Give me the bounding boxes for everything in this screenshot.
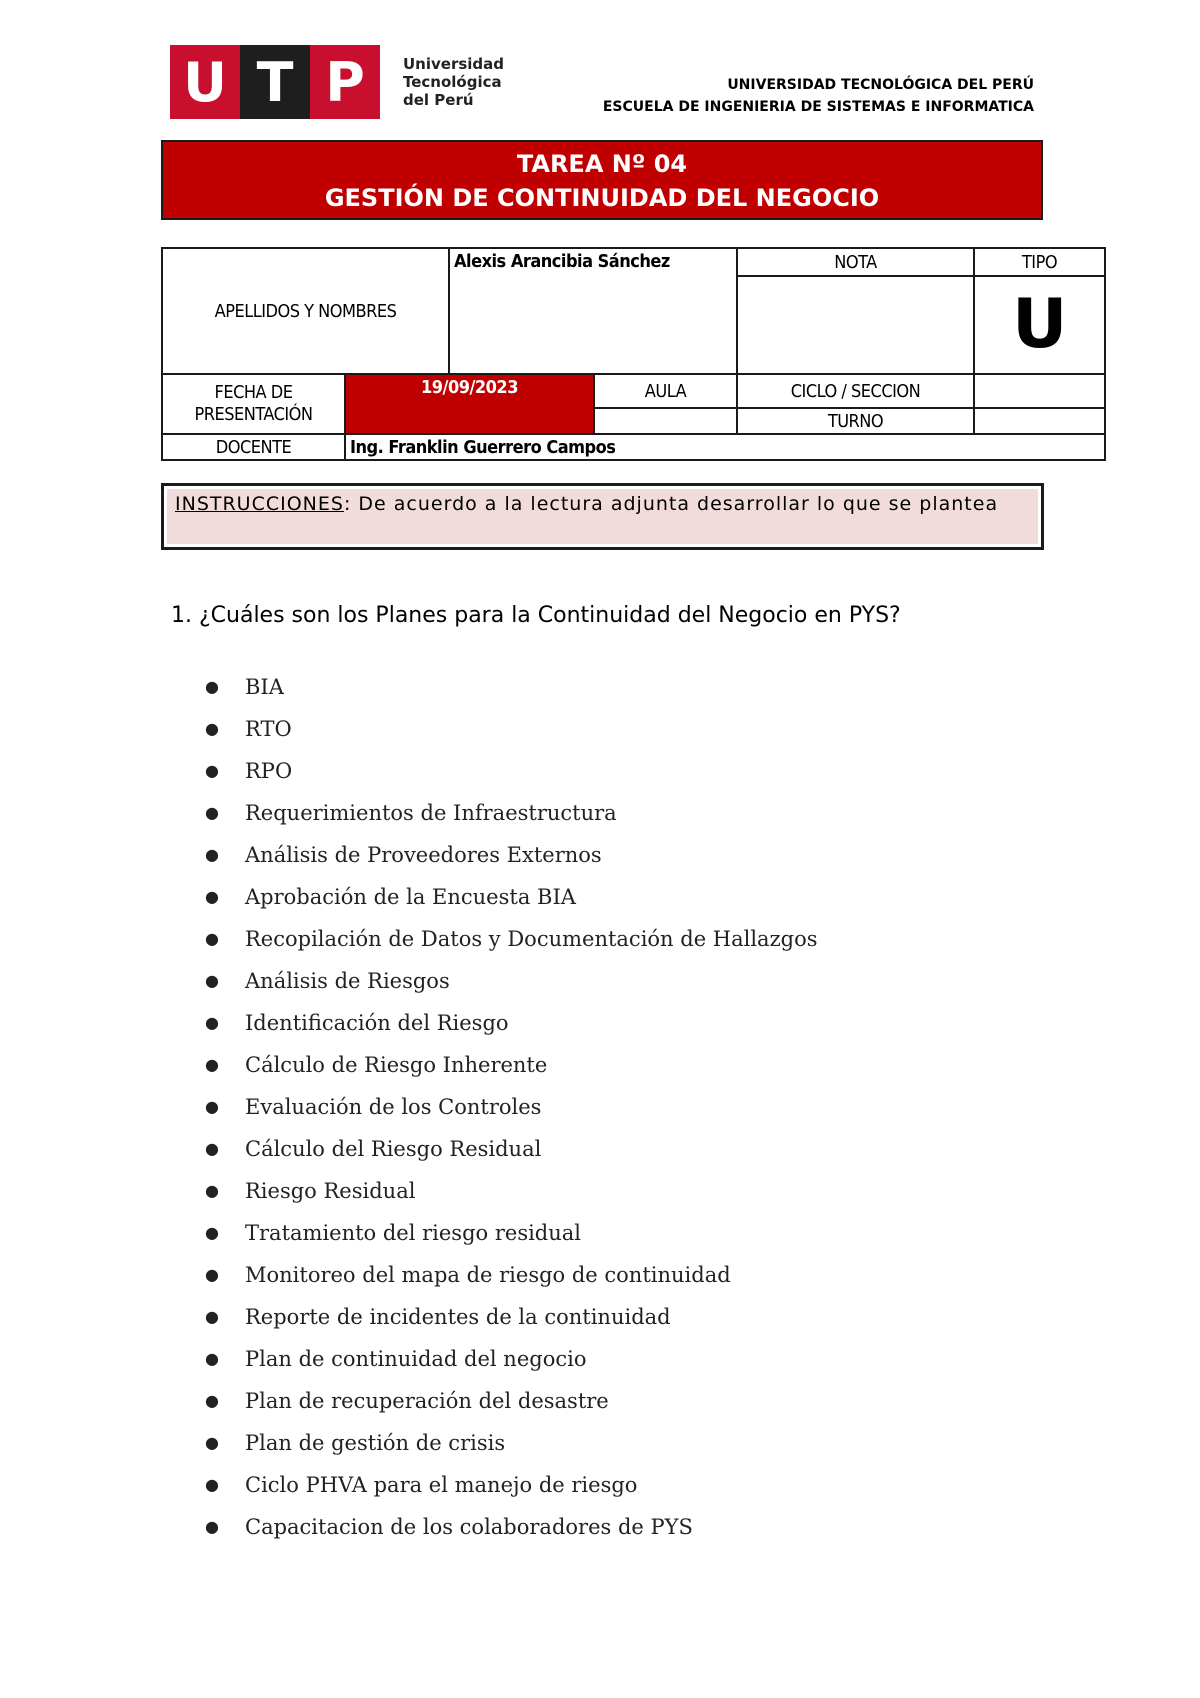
student-info-table <box>161 247 1106 461</box>
list-item <box>205 1011 818 1053</box>
list-item-text: Monitoreo del mapa de riesgo de continuidad <box>245 1263 731 1287</box>
docente-label: DOCENTE <box>162 434 345 460</box>
fecha-value: 19/09/2023 <box>345 374 594 434</box>
title-line-1: TAREA Nº 04 <box>516 150 688 178</box>
bullet-icon: ● <box>205 761 219 780</box>
logo-letter-t: T <box>240 45 310 119</box>
list-item <box>205 717 818 759</box>
list-item-text: Reporte de incidentes de la continuidad <box>245 1305 671 1329</box>
bullet-icon: ● <box>205 1223 219 1242</box>
list-item <box>205 885 818 927</box>
bullet-icon: ● <box>205 1391 219 1410</box>
bullet-icon: ● <box>205 1013 219 1032</box>
list-item <box>205 801 818 843</box>
list-item <box>205 1515 818 1557</box>
bullet-icon: ● <box>205 1307 219 1326</box>
tipo-value: U <box>974 276 1105 374</box>
logo-text <box>403 55 504 109</box>
list-item <box>205 1389 818 1431</box>
list-item <box>205 1263 818 1305</box>
logo-letter-p: P <box>310 45 380 119</box>
turno-label: TURNO <box>737 408 974 434</box>
list-item-text: Requerimientos de Infraestructura <box>245 801 617 825</box>
list-item-text: Capacitacion de los colaboradores de PYS <box>245 1515 693 1539</box>
bullet-icon: ● <box>205 1139 219 1158</box>
list-item-text: Cálculo del Riesgo Residual <box>245 1137 542 1161</box>
logo-text-line: Tecnológica <box>403 73 502 91</box>
turno-value <box>974 408 1105 434</box>
logo-text-line: del Perú <box>403 91 474 109</box>
list-item <box>205 1431 818 1473</box>
list-item-text: Evaluación de los Controles <box>245 1095 542 1119</box>
list-item-text: Recopilación de Datos y Documentación de Hallazgos <box>245 927 818 951</box>
list-item <box>205 1095 818 1137</box>
bullet-icon: ● <box>205 1349 219 1368</box>
names-label: APELLIDOS Y NOMBRES <box>162 248 449 374</box>
list-item-text: Cálculo de Riesgo Inherente <box>245 1053 548 1077</box>
ciclo-label: CICLO / SECCION <box>737 374 974 408</box>
fecha-label: FECHA DE PRESENTACIÓN <box>162 374 345 434</box>
logo-letter-u: U <box>170 45 240 119</box>
list-item-text: Análisis de Riesgos <box>245 969 450 993</box>
list-item <box>205 1347 818 1389</box>
plans-list <box>205 675 818 1557</box>
instructions-box <box>161 483 1044 550</box>
bullet-icon: ● <box>205 1517 219 1536</box>
bullet-icon: ● <box>205 1475 219 1494</box>
aula-label: AULA <box>594 374 737 408</box>
question-1: 1. ¿Cuáles son los Planes para la Continuidad del Negocio en PYS? <box>171 603 901 628</box>
bullet-icon: ● <box>205 845 219 864</box>
list-item-text: BIA <box>245 675 284 699</box>
title-line-2: GESTIÓN DE CONTINUIDAD DEL NEGOCIO <box>324 184 880 212</box>
instructions-content <box>167 489 1038 544</box>
bullet-icon: ● <box>205 719 219 738</box>
instructions-label: INSTRUCCIONES <box>175 493 344 515</box>
bullet-icon: ● <box>205 929 219 948</box>
list-item <box>205 969 818 1011</box>
title-band <box>161 140 1043 220</box>
institution-header <box>603 74 1034 118</box>
tipo-label: TIPO <box>974 248 1105 276</box>
list-item <box>205 1179 818 1221</box>
list-item-text: RTO <box>245 717 292 741</box>
utp-logo <box>170 45 380 119</box>
list-item <box>205 1305 818 1347</box>
ciclo-value <box>974 374 1105 408</box>
list-item-text: Análisis de Proveedores Externos <box>245 843 602 867</box>
bullet-icon: ● <box>205 1097 219 1116</box>
list-item-text: RPO <box>245 759 293 783</box>
docente-value: Ing. Franklin Guerrero Campos <box>345 434 1105 460</box>
bullet-icon: ● <box>205 1055 219 1074</box>
list-item <box>205 927 818 969</box>
list-item <box>205 1221 818 1263</box>
list-item-text: Ciclo PHVA para el manejo de riesgo <box>245 1473 638 1497</box>
list-item-text: Aprobación de la Encuesta BIA <box>245 885 576 909</box>
bullet-icon: ● <box>205 803 219 822</box>
bullet-icon: ● <box>205 1181 219 1200</box>
list-item-text: Plan de gestión de crisis <box>245 1431 506 1455</box>
list-item <box>205 843 818 885</box>
bullet-icon: ● <box>205 677 219 696</box>
list-item-text: Plan de continuidad del negocio <box>245 1347 587 1371</box>
list-item <box>205 1473 818 1515</box>
school-name: ESCUELA DE INGENIERIA DE SISTEMAS E INFORMATICA <box>602 99 1034 115</box>
list-item-text: Riesgo Residual <box>245 1179 416 1203</box>
aula-value <box>594 408 737 434</box>
list-item <box>205 675 818 717</box>
nota-value <box>737 276 974 374</box>
bullet-icon: ● <box>205 971 219 990</box>
names-value: Alexis Arancibia Sánchez <box>449 248 737 374</box>
nota-label: NOTA <box>737 248 974 276</box>
bullet-icon: ● <box>205 1433 219 1452</box>
list-item <box>205 759 818 801</box>
bullet-icon: ● <box>205 1265 219 1284</box>
logo-text-line: Universidad <box>403 55 505 73</box>
list-item <box>205 1053 818 1095</box>
bullet-icon: ● <box>205 887 219 906</box>
list-item-text: Identificación del Riesgo <box>245 1011 509 1035</box>
list-item-text: Plan de recuperación del desastre <box>245 1389 609 1413</box>
university-name: UNIVERSIDAD TECNOLÓGICA DEL PERÚ <box>727 77 1034 93</box>
instructions-text: : De acuerdo a la lectura adjunta desarrollar lo que se plantea <box>343 493 999 515</box>
list-item-text: Tratamiento del riesgo residual <box>245 1221 582 1245</box>
list-item <box>205 1137 818 1179</box>
